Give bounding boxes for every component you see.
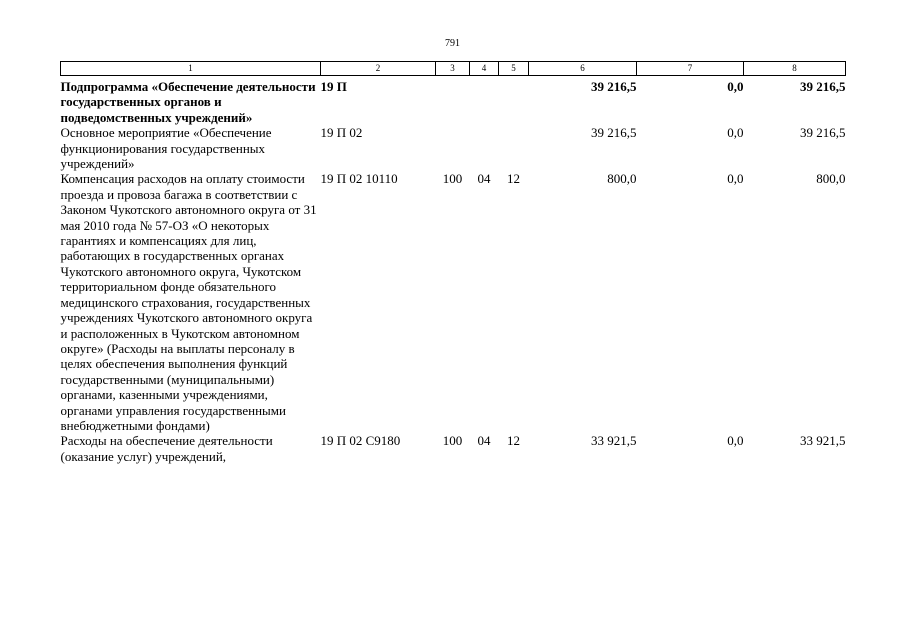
table-row (61, 171, 846, 433)
row-amount-6: 39 216,5 (591, 125, 637, 141)
row-col-3 (436, 125, 470, 171)
row-name: Основное мероприятие «Обеспечение функционирования государственных учреждений» (60, 125, 272, 172)
row-amount-6: 33 921,5 (591, 433, 637, 449)
row-code: 19 П 02 (320, 125, 363, 141)
row-name: Расходы на обеспечение деятельности (оказание услуг) учреждений, (60, 433, 273, 464)
page-number: 791 (445, 38, 460, 49)
column-header-8: 8 (744, 62, 846, 76)
row-name: Подпрограмма «Обеспечение деятельности государственных органов и подведомственных учреждений» (60, 79, 316, 125)
row-col-3: 100 (442, 171, 463, 187)
row-amount-7: 0,0 (727, 79, 744, 94)
row-amount-7: 0,0 (727, 171, 744, 187)
row-amount-8: 33 921,5 (800, 433, 846, 449)
column-header-2: 2 (321, 62, 436, 76)
table-row (61, 76, 846, 126)
row-amount-8: 39 216,5 (800, 125, 846, 141)
row-col-4 (470, 125, 499, 171)
row-col-5 (499, 76, 529, 126)
row-amount-8: 39 216,5 (800, 79, 846, 94)
row-col-3: 100 (442, 433, 463, 449)
column-header-7: 7 (637, 62, 744, 76)
table-row (61, 125, 846, 171)
row-amount-8: 800,0 (816, 171, 846, 187)
column-header-4: 4 (470, 62, 499, 76)
row-col-5 (499, 125, 529, 171)
row-code: 19 П 02 10110 (320, 171, 398, 187)
row-amount-7: 0,0 (727, 125, 744, 141)
row-col-4 (470, 76, 499, 126)
column-header-5: 5 (499, 62, 529, 76)
row-amount-7: 0,0 (727, 433, 744, 449)
row-amount-6: 800,0 (607, 171, 637, 187)
budget-table (60, 61, 846, 464)
row-col-4: 04 (477, 171, 491, 187)
row-name: Компенсация расходов на оплату стоимости проезда и провоза багажа в соответствии с Законом Чукотского автономного округа от 31 мая 2010 года № 57-ОЗ «О некоторых гарантиях и компенсациях для лиц, работающих в государственных органах Чукотского автономного округа, Чукотском территориальном фонде обязательного медицинского страхования, государственных учреждениях Чукотского автономного округа и расположенных в Чукотском автономном округе» (Расходы на выплаты персоналу в целях обеспечения выполнения функций государственными (муниципальными) органами, казенными учреждениями, органами управления государственными внебюджетными фондами) (60, 171, 317, 433)
column-header-6: 6 (529, 62, 637, 76)
table-row (61, 433, 846, 464)
row-amount-6: 39 216,5 (591, 79, 637, 94)
column-number-header-row (61, 62, 846, 76)
row-code: 19 П (320, 79, 347, 94)
row-col-5: 12 (507, 433, 520, 449)
column-header-1: 1 (61, 62, 321, 76)
row-col-3 (436, 76, 470, 126)
row-code: 19 П 02 С9180 (320, 433, 401, 449)
row-col-5: 12 (507, 171, 520, 187)
row-col-4: 04 (477, 433, 491, 449)
column-header-3: 3 (436, 62, 470, 76)
